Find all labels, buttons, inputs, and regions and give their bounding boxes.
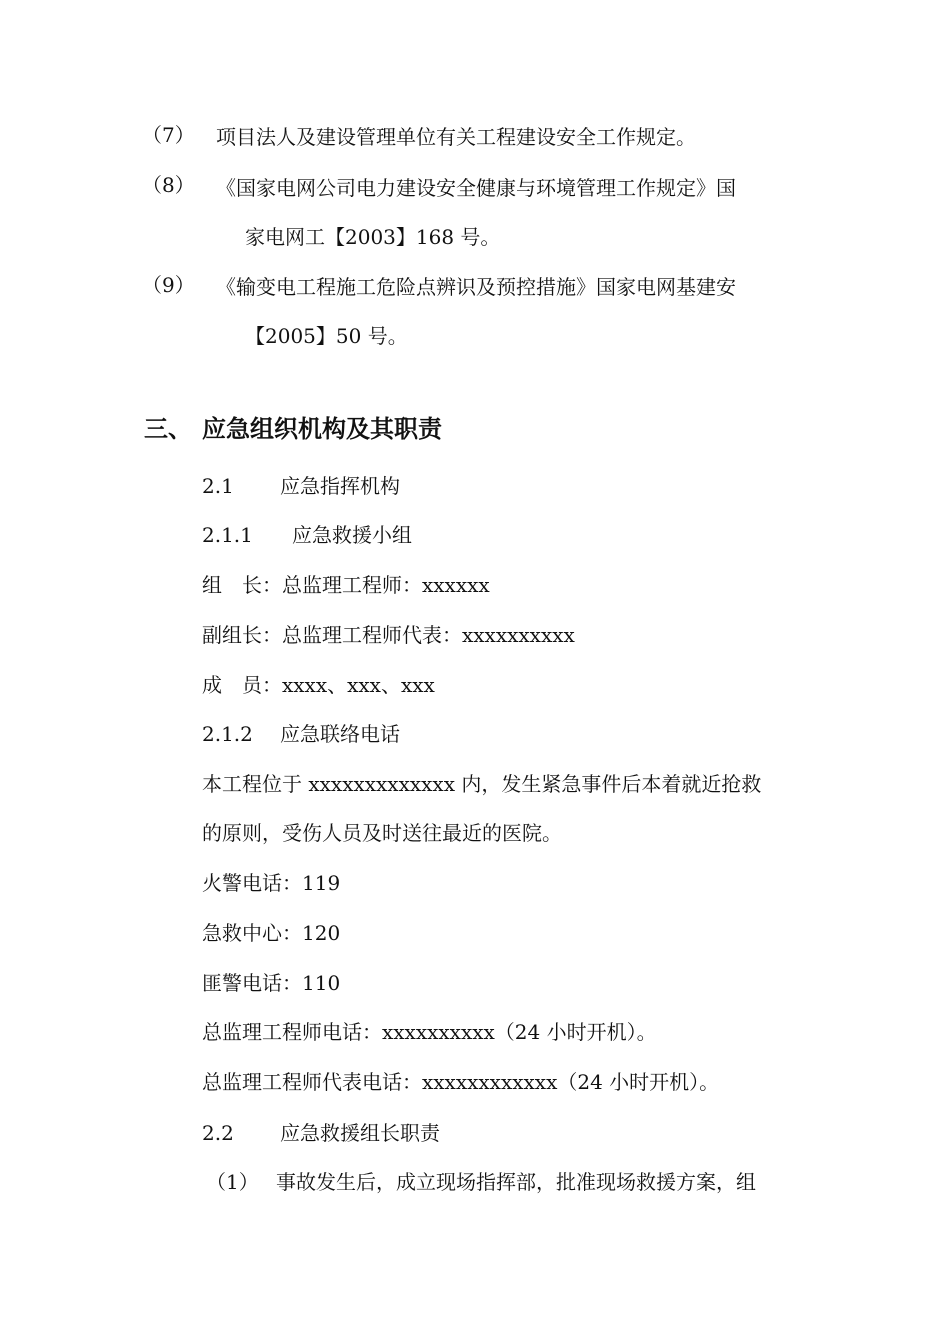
ref-8-text-line1: 《国家电网公司电力建设安全健康与环境管理工作规定》国 xyxy=(216,176,736,200)
phone-fire: 火警电话：119 xyxy=(202,871,341,895)
subsection-2-2-number: 2.2 xyxy=(202,1121,234,1145)
paragraph-line2: 的原则，受伤人员及时送往最近的医院。 xyxy=(202,821,562,845)
team-members: 成 员：xxxx、xxx、xxx xyxy=(202,673,435,697)
subsection-2-1-number: 2.1 xyxy=(202,474,234,498)
phone-ambulance: 急救中心：120 xyxy=(202,921,341,945)
section-title: 应急组织机构及其职责 xyxy=(202,415,442,443)
subsection-2-1-1-number: 2.1.1 xyxy=(202,523,253,547)
phone-deputy: 总监理工程师代表电话：xxxxxxxxxxxx（24 小时开机）。 xyxy=(202,1070,720,1094)
team-leader: 组 长：总监理工程师：xxxxxx xyxy=(202,573,490,597)
subsection-2-1-2-title: 应急联络电话 xyxy=(280,722,400,746)
subsection-2-1-1-title: 应急救援小组 xyxy=(292,523,412,547)
duty-1-text: 事故发生后，成立现场指挥部，批准现场救援方案，组 xyxy=(276,1170,756,1194)
ref-9-text-line1: 《输变电工程施工危险点辨识及预控措施》国家电网基建安 xyxy=(216,275,736,299)
duty-1-number: （1） xyxy=(206,1170,259,1194)
paragraph-line1: 本工程位于 xxxxxxxxxxxxx 内，发生紧急事件后本着就近抢救 xyxy=(202,772,762,796)
subsection-2-2-title: 应急救援组长职责 xyxy=(280,1121,440,1145)
subsection-2-1-2-number: 2.1.2 xyxy=(202,722,253,746)
team-deputy: 副组长：总监理工程师代表：xxxxxxxxxx xyxy=(202,623,575,647)
phone-chief: 总监理工程师电话：xxxxxxxxxx（24 小时开机）。 xyxy=(202,1020,657,1044)
ref-9-number: （9） xyxy=(142,273,195,297)
ref-8-text-line2: 家电网工【2003】168 号。 xyxy=(245,225,501,249)
phone-police: 匪警电话：110 xyxy=(202,971,341,995)
ref-9-text-line2: 【2005】50 号。 xyxy=(245,324,408,348)
ref-8-number: （8） xyxy=(142,173,195,197)
section-number: 三、 xyxy=(144,415,192,443)
subsection-2-1-title: 应急指挥机构 xyxy=(280,474,400,498)
ref-7-text: 项目法人及建设管理单位有关工程建设安全工作规定。 xyxy=(216,125,696,149)
ref-7-number: （7） xyxy=(142,123,195,147)
